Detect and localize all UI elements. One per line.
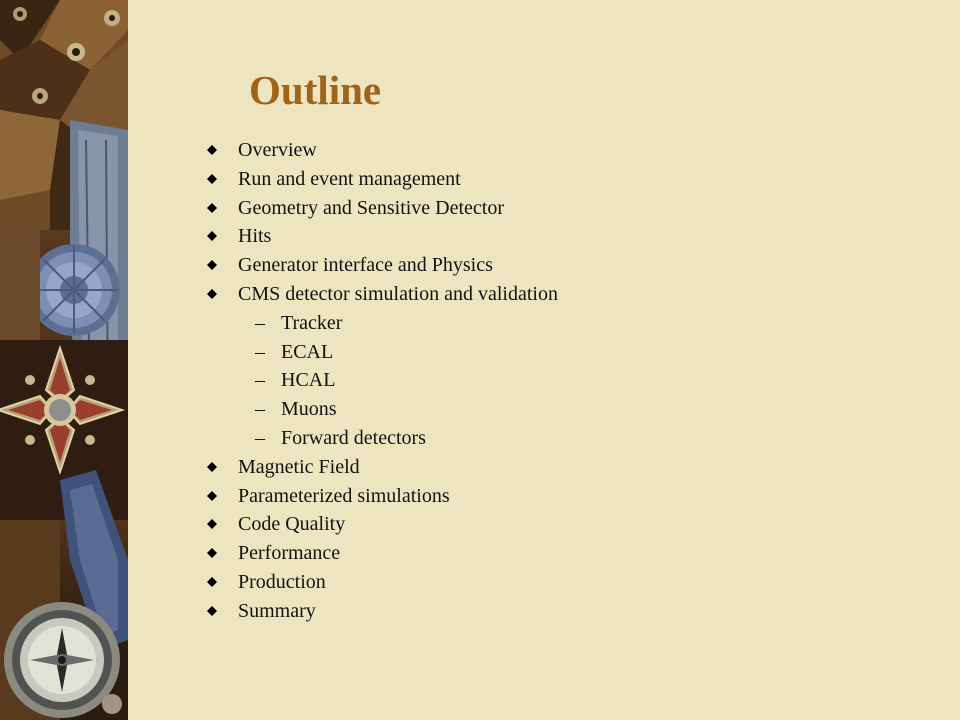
diamond-bullet-icon <box>207 491 217 501</box>
sub-item-dash: – <box>255 369 265 392</box>
outline-item-label: Tracker <box>281 311 343 334</box>
sub-item-dash: – <box>255 398 265 421</box>
outline-item-label: Summary <box>238 599 316 622</box>
outline-item-label: Run and event management <box>238 167 461 190</box>
outline-item-label: Hits <box>238 225 272 248</box>
diamond-bullet-icon <box>207 519 217 529</box>
outline-item-label: Overview <box>238 139 317 161</box>
diamond-bullet-icon <box>207 606 217 616</box>
sub-item-dash: – <box>255 426 265 449</box>
sub-item-dash: – <box>255 340 265 363</box>
outline-item-label: Production <box>238 570 326 593</box>
sub-item-dash: – <box>255 311 265 334</box>
outline-item-label: Forward detectors <box>281 426 426 449</box>
outline-item-label: Geometry and Sensitive Detector <box>238 196 505 219</box>
diamond-bullet-icon <box>207 548 217 558</box>
outline-item-label: Muons <box>281 398 337 421</box>
outline-item-label: Magnetic Field <box>238 455 360 478</box>
outline-item-label: CMS detector simulation and validation <box>238 282 558 305</box>
diamond-bullet-icon <box>207 462 217 472</box>
slide-title: Outline <box>249 67 382 113</box>
diamond-bullet-icon <box>207 174 217 184</box>
diamond-bullet-icon <box>207 145 217 155</box>
diamond-bullet-icon <box>207 289 217 299</box>
diamond-bullet-icon <box>207 577 217 587</box>
diamond-bullet-icon <box>207 260 217 270</box>
outline-item-label: Code Quality <box>238 513 346 536</box>
outline-item-label: Parameterized simulations <box>238 484 450 507</box>
diamond-bullet-icon <box>207 203 217 213</box>
outline-item-label: Performance <box>238 542 341 565</box>
outline-item-label: Generator interface and Physics <box>238 254 493 277</box>
outline-item-label: ECAL <box>281 340 334 363</box>
diamond-bullet-icon <box>207 231 217 241</box>
outline-item-label: HCAL <box>281 369 336 392</box>
decorative-medal-image <box>0 0 128 720</box>
